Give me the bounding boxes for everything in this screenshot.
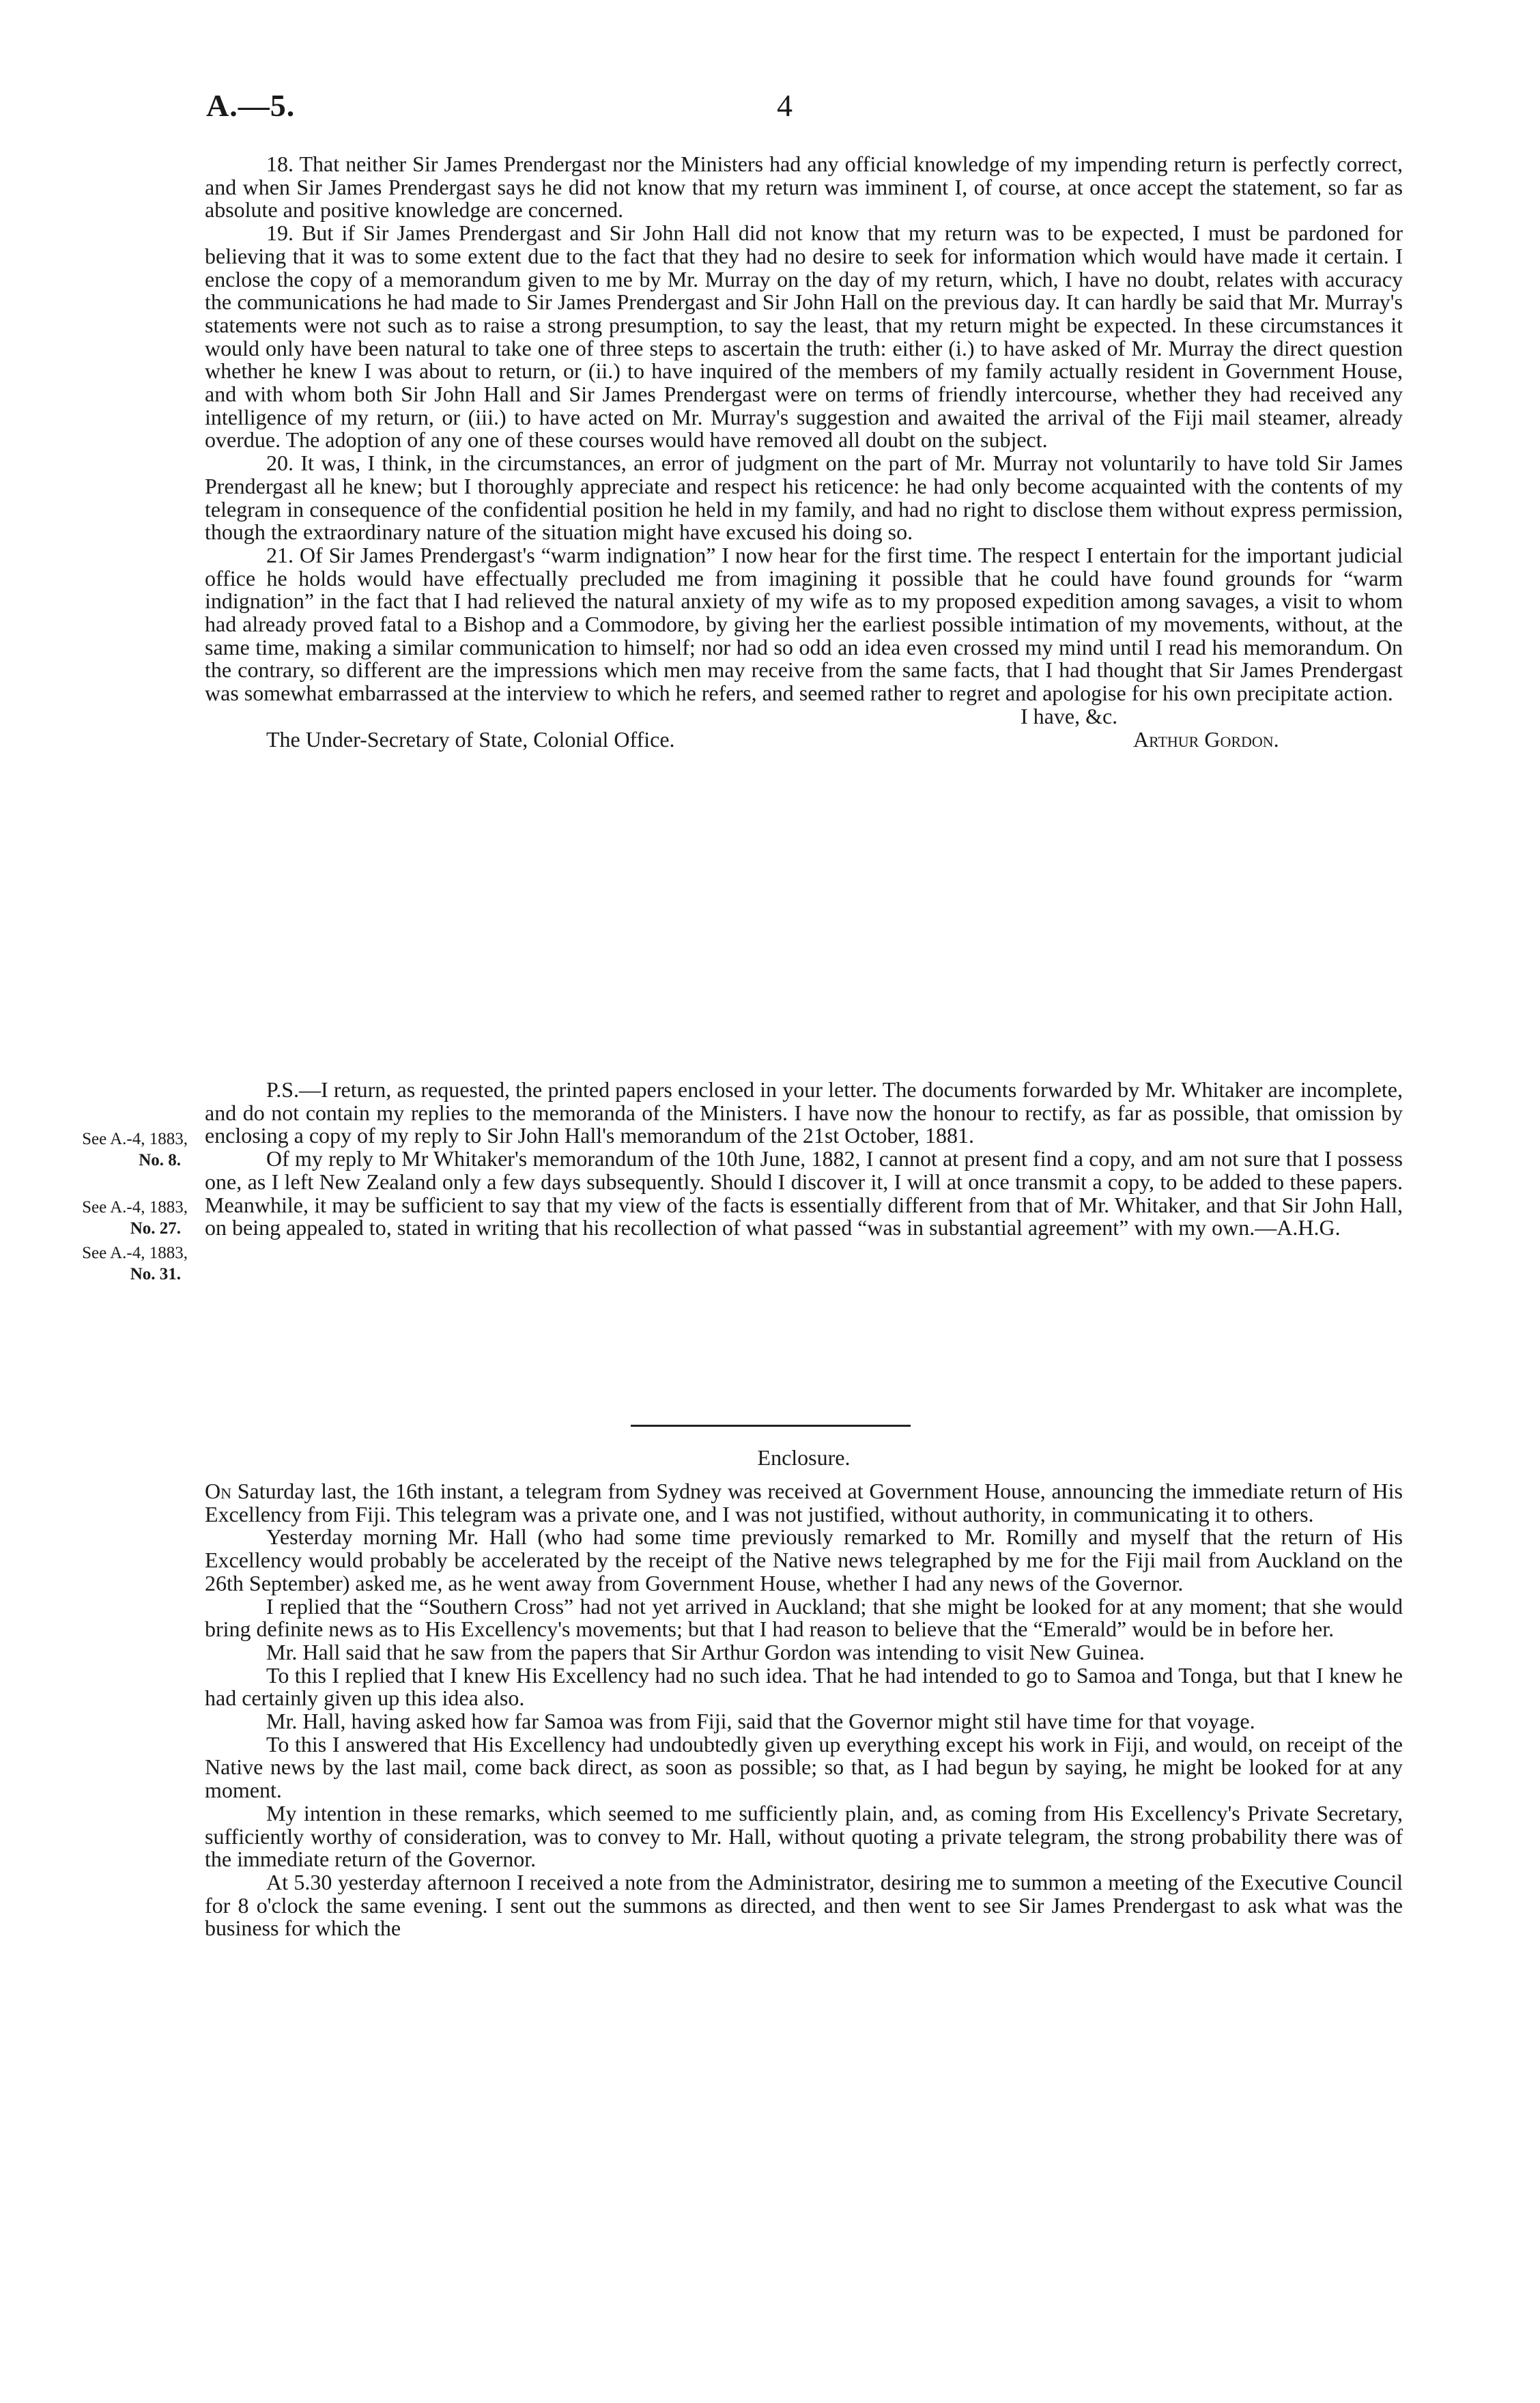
salutation-line (205, 705, 1403, 728)
enclosure-paragraph: Mr. Hall, having asked how far Samoa was from Fiji, said that the Governor might stil have time for that voyage. (266, 1709, 1255, 1734)
paragraph-21: 21. Of Sir James Prendergast's “warm indignation” I now hear for the first time. The respect I entertain for the important judicial office he holds would have effectually precluded me from imagining it possible that he could have found grounds for “warm indignation” in the fact that I had relieved the natural anxiety of my wife as to my proposed expedition among savages, a visit to whom had already proved fatal to a Bishop and a Commodore, by giving her the earliest possible intimation of my movements, without, at the same time, making a similar communication to himself; nor had so odd an idea even crossed my mind until I read his memorandum. On the contrary, so different are the impressions which men may receive from the same facts, that I had thought that Sir James Prendergast was somewhat embarrassed at the interview to which he refers, and seemed rather to regret and apologise for his own precipitate action. (205, 542, 1403, 706)
margin-note-number: No. 31. (130, 1265, 181, 1283)
signature: Arthur Gordon. (1133, 726, 1279, 752)
enclosure-body (205, 1480, 1403, 1940)
postscript-paragraph-1: P.S.—I return, as requested, the printed papers enclosed in your letter. The documents forwarded by Mr. Whitaker are incomplete, and do not contain my replies to the memoranda of the Ministers. I have now the honour to rectify, as far as possible, that omission by enclosing a copy of my reply to Sir John Hall's memorandum of the 21st October, 1881. (205, 1077, 1403, 1148)
paragraph-20: 20. It was, I think, in the circumstances, an error of judgment on the part of Mr. Murray not voluntarily to have told Sir James Prendergast all he knew; but I thoroughly appreciate and respect his reticence: he had only become acquainted with the contents of my telegram in consequence of the confidential position he held in my family, and had no right to disclose them without express permission, though the extraordinary nature of the situation might have excused his doing so. (205, 451, 1403, 545)
letter-body (205, 153, 1403, 751)
postscript (205, 1079, 1403, 1240)
postscript-paragraph-2: Of my reply to Mr Whitaker's memorandum of the 10th June, 1882, I cannot at present find a copy, and am not sure that I possess one, as I left New Zealand only a few days subsequently. Should I discover it, I will at once transmit a copy, to be added to these papers. Meanwhile, it may be sufficient to say that my view of the facts is essentially different from that of Mr. Whitaker, and that Sir John Hall, on being appealed to, stated in writing that his recollection of what passed “was in substantial agreement” with my own.—A.H.G. (205, 1146, 1403, 1240)
paragraph-18: 18. That neither Sir James Prendergast nor the Ministers had any official knowledge of my impending return is perfectly correct, and when Sir James Prendergast says he did not know that my return was imminent I, of course, at once accept the statement, so far as absolute and positive knowledge are concerned. (205, 152, 1403, 223)
paragraph-19: 19. But if Sir James Prendergast and Sir John Hall did not know that my return was to be expected, I must be pardoned for believing that it was to some extent due to the fact that they had no desire to seek for information which would have made it certain. I enclose the copy of a memorandum given to me by Mr. Murray on the day of my return, which, I have no doubt, relates with accuracy the communications he had made to Sir James Prendergast and Sir John Hall on the previous day. It can hardly be said that Mr. Murray's statements were not such as to raise a strong presumption, to say the least, that my return might be expected. In these circumstances it would only have been natural to take one of three steps to ascertain the truth: either (i.) to have asked of Mr. Murray the direct question whether he knew I was about to return, or (ii.) to have inquired of the members of my family actually resident in Government House, and with whom both Sir John Hall and Sir James Prendergast were on terms of friendly intercourse, whether they had received any intelligence of my return, or (iii.) to have acted on Mr. Murray's suggestion and awaited the arrival of the Fiji mail steamer, already overdue. The adoption of any one of these courses would have removed all doubt on the subject. (205, 221, 1403, 453)
margin-note-2 (20, 1197, 188, 1239)
enclosure-paragraph-1 (205, 1480, 1403, 1526)
margin-note-number: No. 8. (139, 1151, 181, 1169)
enclosure-paragraph: At 5.30 yesterday afternoon I received a note from the Administrator, desiring me to summon a meeting of the Executive Council for 8 o'clock the same evening. I sent out the summons as directed, and then went to see Sir James Prendergast to ask what was the business for which the (205, 1869, 1403, 1941)
enclosure-paragraph: Mr. Hall said that he saw from the papers that Sir Arthur Gordon was intending to visit New Guinea. (266, 1639, 1145, 1664)
margin-note-see: See A.-4, 1883, (82, 1130, 188, 1148)
document-reference: A.—5. (206, 88, 296, 123)
enclosure-first-text: Saturday last, the 16th instant, a telegram from Sydney was received at Government House, announcing the immediate return of His Excellency from Fiji. This telegram was a private one, and I was not justified, without authority, in communicating it to others. (205, 1479, 1403, 1526)
enclosure-title: Enclosure. (757, 1445, 851, 1470)
margin-note-3 (20, 1242, 188, 1285)
enclosure-paragraph: My intention in these remarks, which seemed to me sufficiently plain, and, as coming from His Excellency's Private Secretary, sufficiently worthy of consideration, was to convey to Mr. Hall, without quoting a private telegram, the strong probability there was of the immediate return of the Governor. (205, 1800, 1403, 1872)
enclosure-paragraph: To this I answered that His Excellency had undoubtedly given up everything except his work in Fiji, and would, on receipt of the Native news by the last mail, come back direct, as soon as possible; so that, as I had begun by saying, he might be looked for at any moment. (205, 1731, 1403, 1803)
section-divider (631, 1425, 911, 1427)
page-number: 4 (777, 88, 793, 123)
margin-note-number: No. 27. (130, 1219, 181, 1238)
addressee-line (205, 728, 1403, 752)
margin-note-1 (20, 1128, 188, 1171)
enclosure-first-word: On (205, 1479, 231, 1503)
enclosure-paragraph: Yesterday morning Mr. Hall (who had some time previously remarked to Mr. Romilly and myself that the return of His Excellency would probably be accelerated by the receipt of the Native news telegraphed by me for the Fiji mail from Auckland on the 26th September) asked me, as he went away from Government House, whether I had any news of the Governor. (205, 1524, 1403, 1595)
margin-note-see: See A.-4, 1883, (82, 1198, 188, 1217)
addressee: The Under-Secretary of State, Colonial Office. (266, 726, 675, 752)
enclosure-paragraph: I replied that the “Southern Cross” had not yet arrived in Auckland; that she might be looked for at any moment; that she would bring definite news as to His Excellency's movements; but that I had reason to believe that the “Emerald” would be in before her. (205, 1593, 1403, 1642)
salutation: I have, &c. (1021, 703, 1118, 728)
margin-note-see: See A.-4, 1883, (82, 1244, 188, 1262)
enclosure-paragraph: To this I replied that I knew His Excellency had no such idea. That he had intended to go to Samoa and Tonga, but that I knew he had certainly given up this idea also. (205, 1662, 1403, 1711)
